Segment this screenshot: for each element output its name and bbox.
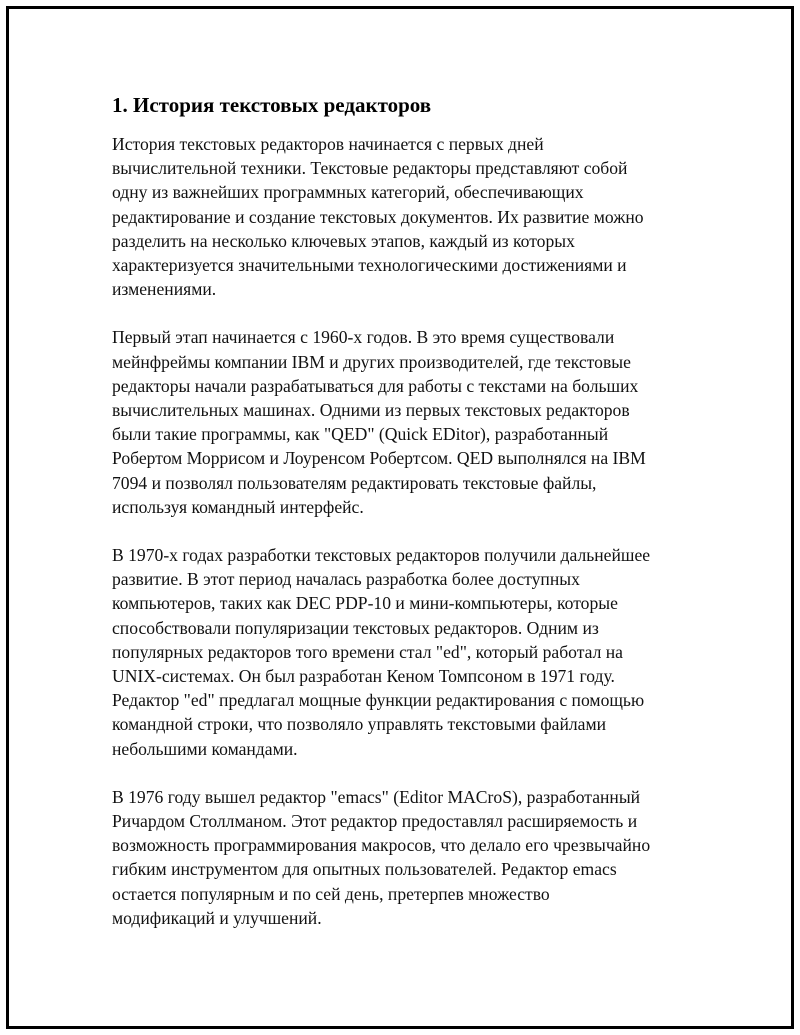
section-heading: 1. История текстовых редакторов [112,93,432,117]
document-body [112,90,712,954]
paragraph-intro: История текстовых редакторов начинается с первых дней вычислительной техники. Текстовые редакторы представляют собой одну из важнейших программных категорий, обеспечивающих редактирование и создание текстовых документов. Их развитие можно разделить на несколько ключевых этапов, каждый из которых характеризуется значительными технологическими достижениями и изменениями. [112,134,644,300]
paragraph-emacs: В 1976 году вышел редактор "emacs" (Editor MACroS), разработанный Ричардом Столлманом. Этот редактор предоставлял расширяемость и возможность программирования макросов, что делало его чрезвычайно гибким инструментом для опытных пользователей. Редактор emacs остается популярным и по сей день, претерпев множество модификаций и улучшений. [112,786,651,928]
paragraph-1970s: В 1970-х годах разработки текстовых редакторов получили дальнейшее развитие. В этот период началась разработка более доступных компьютеров, таких как DEC PDP-10 и мини-компьютеры, которые способствовали популяризации текстовых редакторов. Одним из популярных редакторов того времени стал "ed", который работал на UNIX-системах. Он был разработан Кеном Томпсоном в 1971 году. Редактор "ed" предлагал мощные функции редактирования с помощью командной строки, что позволяло управлять текстовыми файлами небольшими командами. [112,545,651,759]
paragraph-1960s: Первый этап начинается с 1960-х годов. В это время существовали мейнфреймы компании IBM и других производителей, где текстовые редакторы начали разрабатываться для работы с текстами на больших вычислительных машинах. Одними из первых текстовых редакторов были такие программы, как "QED" (Quick EDitor), разработанный Робертом Моррисом и Лоуренсом Робертсом. QED выполнялся на IBM 7094 и позволял пользователям редактировать текстовые файлы, используя командный интерфейс. [112,327,646,517]
